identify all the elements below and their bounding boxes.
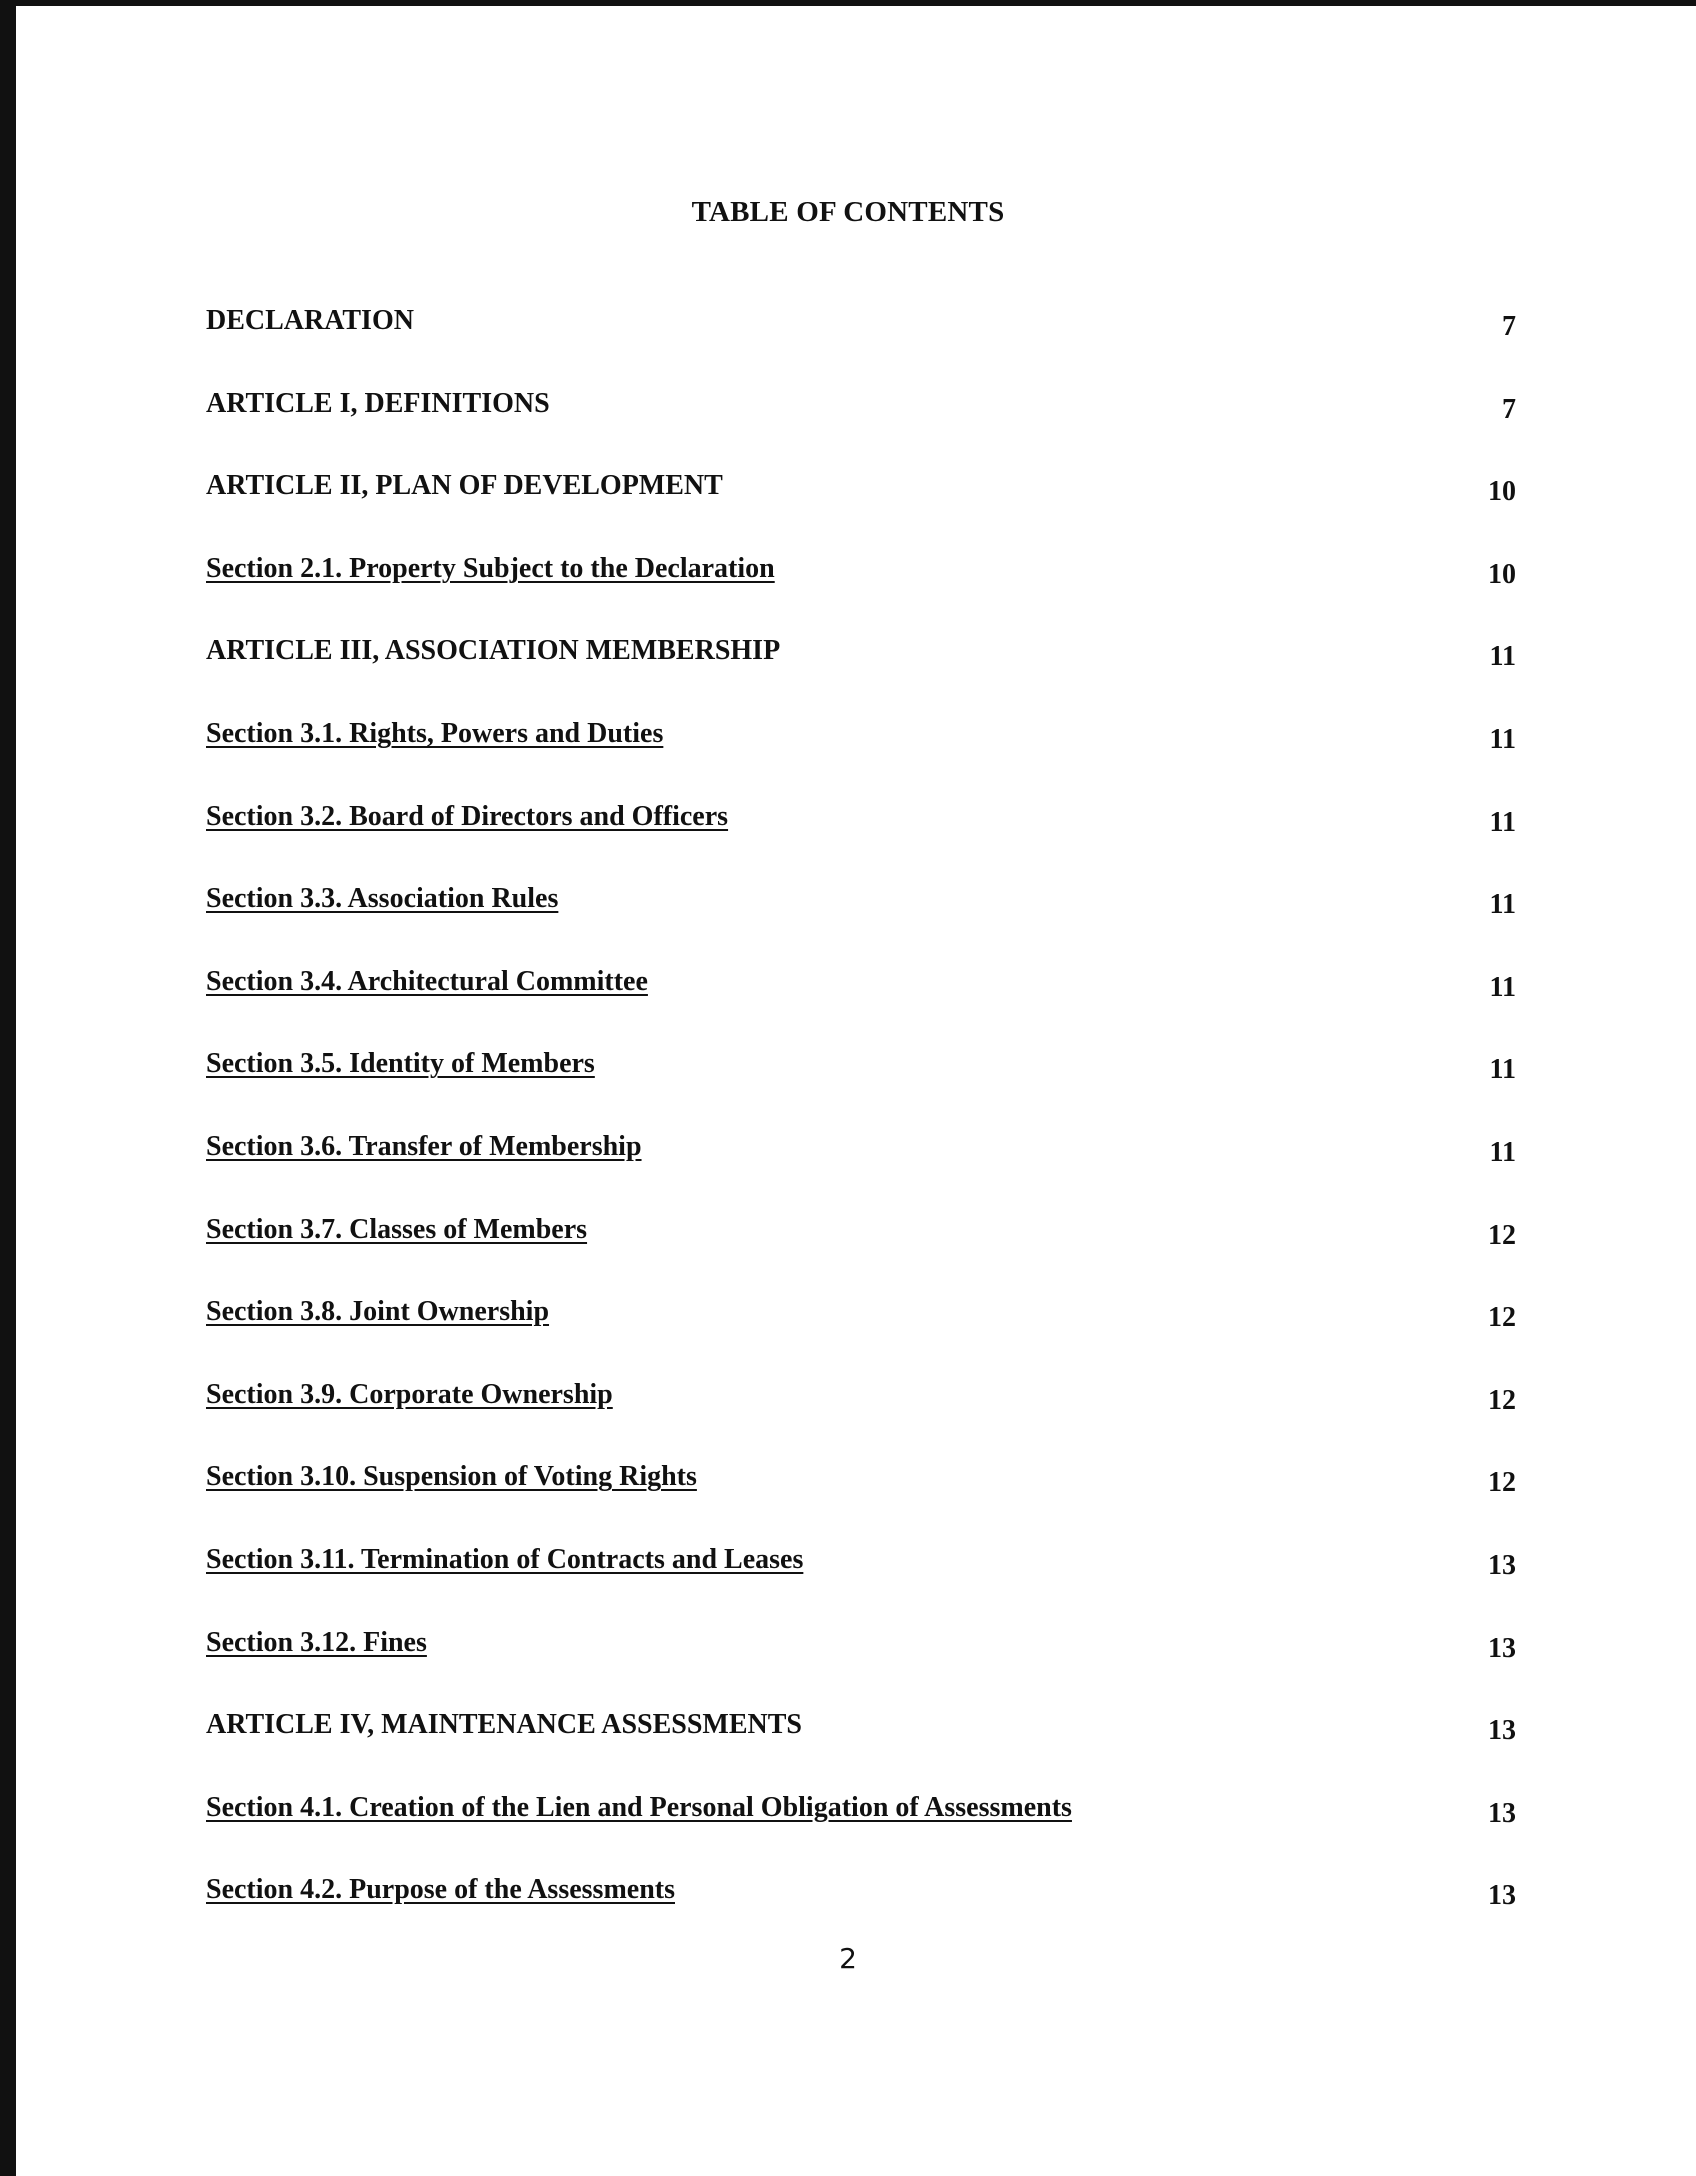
toc-entry-page: 13 <box>1488 1715 1516 1747</box>
toc-entry-page: 13 <box>1488 1797 1516 1829</box>
toc-section-link[interactable]: Section 3.4. Architectural Committee <box>206 965 648 997</box>
toc-section-link[interactable]: Section 3.1. Rights, Powers and Duties <box>206 717 664 749</box>
toc-entry <box>206 1214 1516 1297</box>
toc-entry <box>206 966 1516 1049</box>
toc-entry-page: 12 <box>1488 1467 1516 1499</box>
toc-entry <box>206 635 1516 718</box>
toc-entry-label: ARTICLE II, PLAN OF DEVELOPMENT <box>206 470 723 502</box>
toc-entry <box>206 1048 1516 1131</box>
page-title: TABLE OF CONTENTS <box>691 196 1005 228</box>
toc-entry <box>206 1131 1516 1214</box>
toc-entry <box>206 1296 1516 1379</box>
toc-section-link[interactable]: Section 3.3. Association Rules <box>206 883 559 915</box>
toc-entry <box>206 883 1516 966</box>
toc-section-link[interactable]: Section 4.1. Creation of the Lien and Personal Obligation of Assessments <box>206 1791 1072 1823</box>
toc-entry-page: 13 <box>1488 1632 1516 1664</box>
toc-entry <box>206 801 1516 884</box>
toc-entry <box>206 305 1516 388</box>
toc-section-link[interactable]: Section 3.10. Suspension of Voting Rights <box>206 1461 697 1493</box>
toc-entry <box>206 1544 1516 1627</box>
toc-entry <box>206 1709 1516 1792</box>
toc-entry <box>206 470 1516 553</box>
toc-entry <box>206 553 1516 636</box>
toc-entry-page: 11 <box>1489 1136 1516 1168</box>
toc-entry-label: ARTICLE III, ASSOCIATION MEMBERSHIP <box>206 635 781 667</box>
toc-entry-label: ARTICLE I, DEFINITIONS <box>206 387 550 419</box>
toc-entry-page: 10 <box>1488 558 1516 590</box>
toc-section-link[interactable]: Section 3.5. Identity of Members <box>206 1048 595 1080</box>
toc-entry-label: ARTICLE IV, MAINTENANCE ASSESSMENTS <box>206 1709 802 1741</box>
toc-section-link[interactable]: Section 3.2. Board of Directors and Officers <box>206 800 729 832</box>
toc-section-link[interactable]: Section 3.11. Termination of Contracts and Leases <box>206 1543 804 1575</box>
toc-entry-page: 12 <box>1488 1219 1516 1251</box>
toc-entry-page: 11 <box>1489 723 1516 755</box>
toc-section-link[interactable]: Section 4.2. Purpose of the Assessments <box>206 1874 675 1906</box>
toc-entry <box>206 1461 1516 1544</box>
toc-section-link[interactable]: Section 3.9. Corporate Ownership <box>206 1378 613 1410</box>
toc-section-link[interactable]: Section 3.12. Fines <box>206 1626 427 1658</box>
toc-entry <box>206 388 1516 471</box>
toc-entry-page: 12 <box>1488 1302 1516 1334</box>
toc-section-link[interactable]: Section 3.8. Joint Ownership <box>206 1296 550 1328</box>
toc-entry-page: 11 <box>1489 971 1516 1003</box>
toc-entry <box>206 1792 1516 1875</box>
toc-entry-page: 11 <box>1489 1054 1516 1086</box>
toc-entry-page: 10 <box>1488 476 1516 508</box>
toc-entry-page: 13 <box>1488 1880 1516 1912</box>
toc-entry-page: 11 <box>1489 806 1516 838</box>
toc-section-link[interactable]: Section 2.1. Property Subject to the Declaration <box>206 552 775 584</box>
toc-entry-page: 7 <box>1502 393 1516 425</box>
page-number: 2 <box>839 1942 857 1975</box>
toc-entry <box>206 718 1516 801</box>
toc-entry-page: 11 <box>1489 641 1516 673</box>
toc-entry-page: 13 <box>1488 1549 1516 1581</box>
toc-entry-label: DECLARATION <box>206 305 414 336</box>
toc-list <box>206 305 1516 1957</box>
toc-section-link[interactable]: Section 3.7. Classes of Members <box>206 1213 588 1245</box>
toc-entry <box>206 1379 1516 1462</box>
toc-entry-page: 7 <box>1502 311 1516 342</box>
toc-entry <box>206 1627 1516 1710</box>
toc-section-link[interactable]: Section 3.6. Transfer of Membership <box>206 1130 642 1162</box>
scan-edge-top <box>0 0 1696 6</box>
toc-entry-page: 12 <box>1488 1384 1516 1416</box>
scan-edge-left <box>0 0 16 2176</box>
toc-entry-page: 11 <box>1489 889 1516 921</box>
